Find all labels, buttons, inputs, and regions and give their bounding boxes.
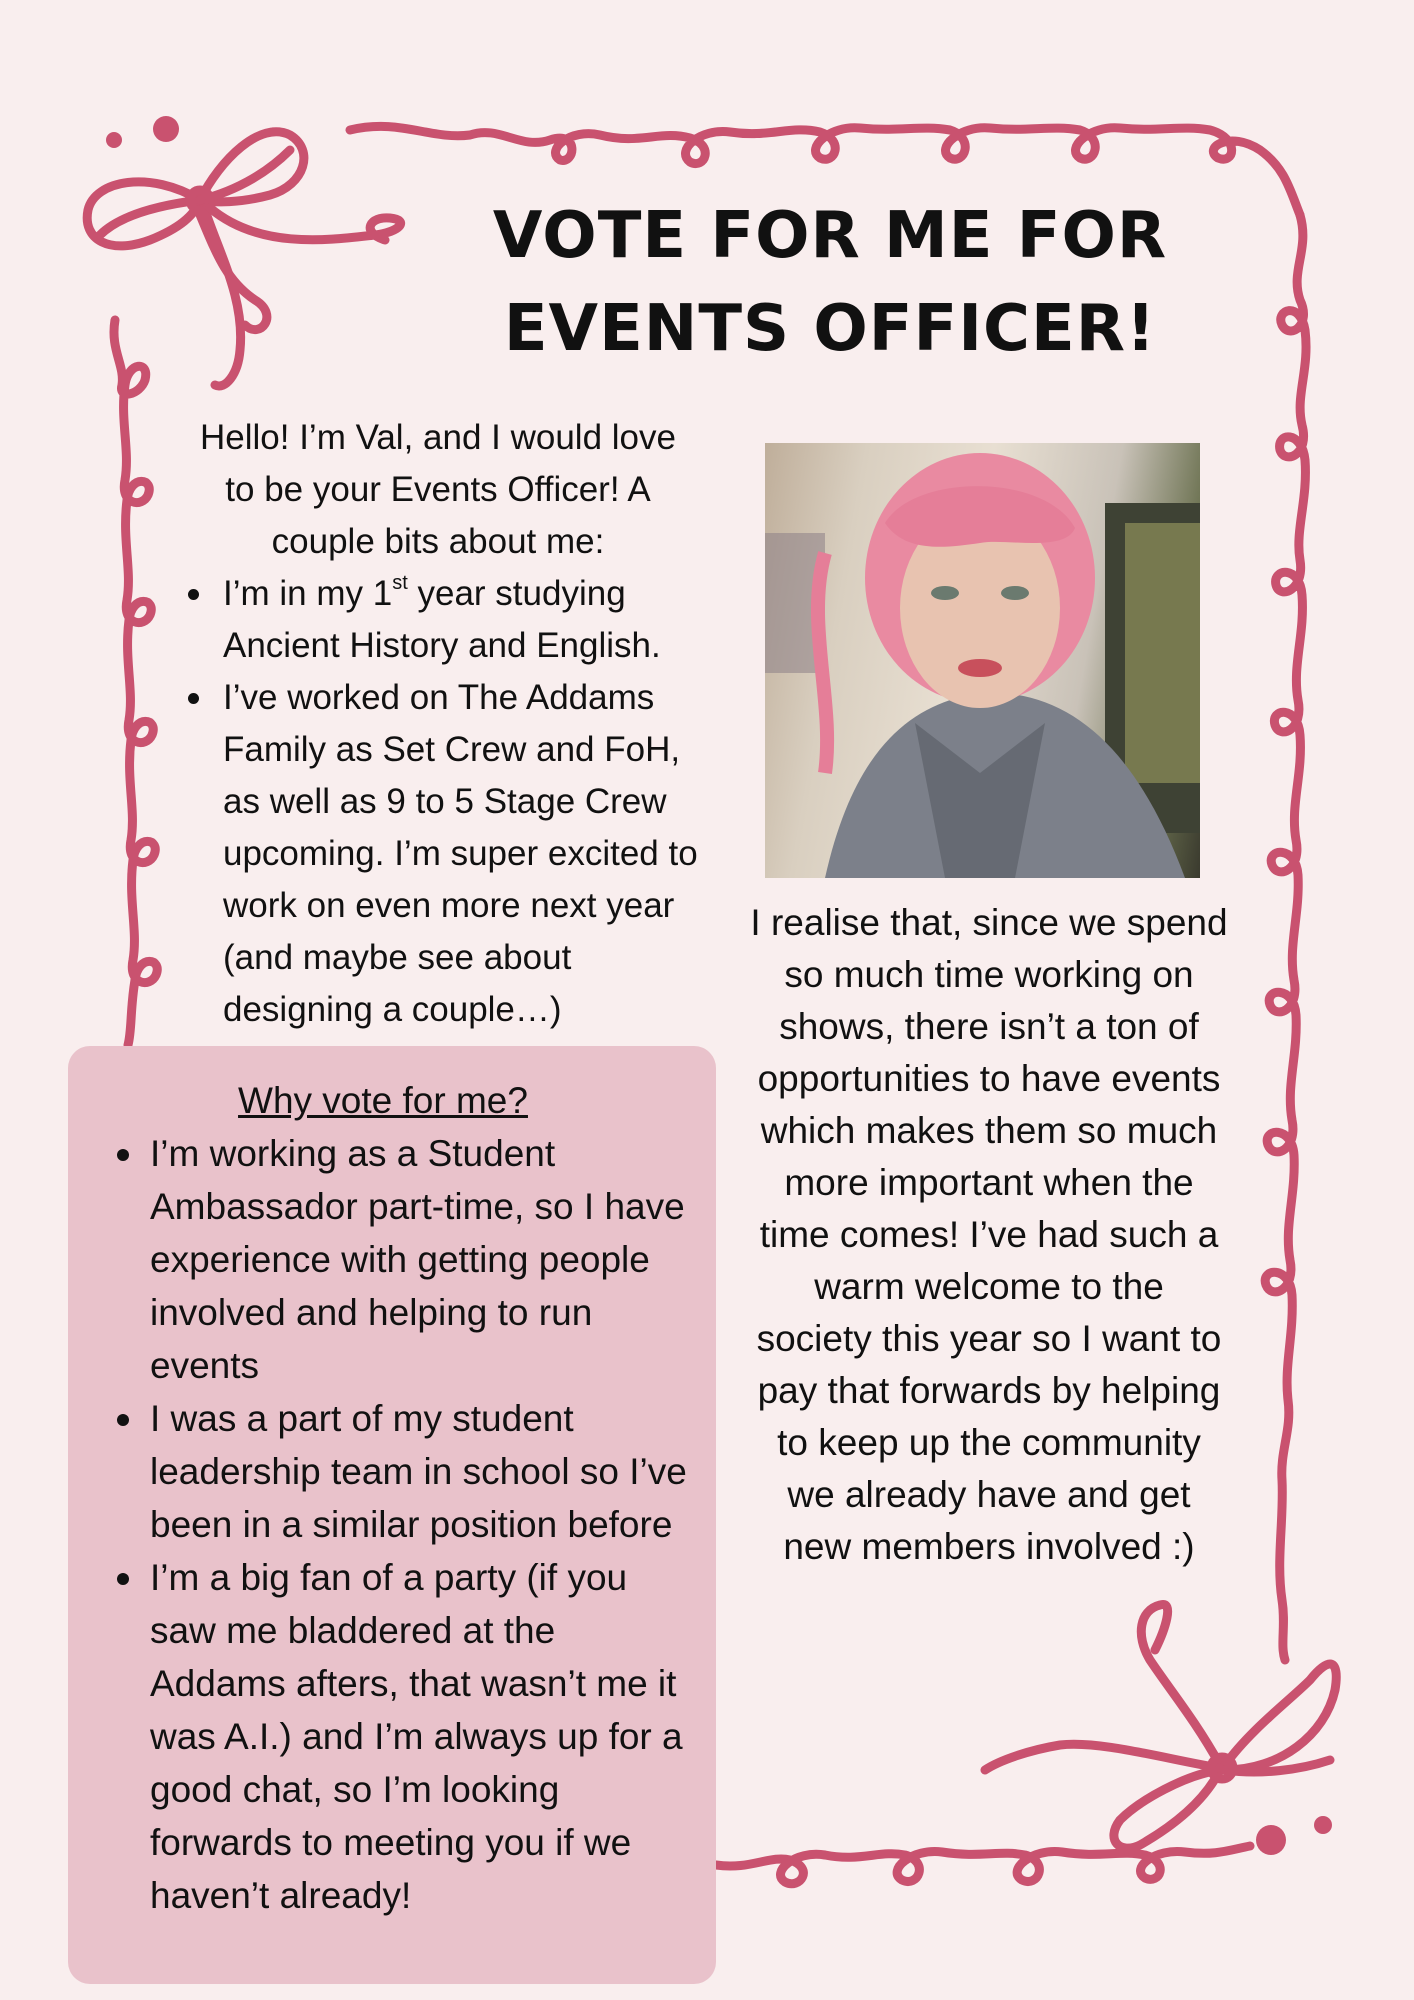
motivation-line: pay that forwards by helping xyxy=(757,1370,1221,1411)
title-line-2: EVENTS OFFICER! xyxy=(503,292,1157,366)
motivation-line: so much time working on xyxy=(784,954,1194,995)
intro-lead xyxy=(168,412,708,568)
portrait-photo xyxy=(765,443,1200,878)
why-bullet: I’m working as a Student Ambassador part-time, so I have experience with getting people involved and helping to run events xyxy=(150,1127,692,1392)
why-bullet: I’m a big fan of a party (if you saw me bladdered at the Addams afters, that wasn’t me it was A.I.) and I’m always up for a good chat, so I’m looking forwards to meeting you if we haven’t already! xyxy=(150,1551,692,1922)
page-title xyxy=(470,190,1190,376)
right-ribbon xyxy=(1265,215,1306,1660)
motivation-line: shows, there isn’t a ton of xyxy=(779,1006,1199,1047)
ordinal-suffix: st xyxy=(392,572,408,594)
intro-line: to be your Events Officer! A xyxy=(225,470,651,509)
intro-line: couple bits about me: xyxy=(271,522,605,561)
motivation-line: which makes them so much xyxy=(760,1110,1218,1151)
motivation-line: warm welcome to the xyxy=(814,1266,1164,1307)
motivation-line: we already have and get xyxy=(787,1474,1191,1515)
top-left-bow xyxy=(87,132,400,386)
dot xyxy=(1314,1816,1332,1834)
why-bullet: I was a part of my student leadership team in school so I’ve been in a similar position before xyxy=(150,1392,692,1551)
dot xyxy=(106,132,122,148)
why-vote-list xyxy=(68,1127,716,1922)
why-vote-heading: Why vote for me? xyxy=(238,1080,528,1121)
portrait-illustration xyxy=(765,443,1200,878)
motivation-line: new members involved :) xyxy=(783,1526,1195,1567)
why-vote-panel xyxy=(68,1046,716,1984)
dot xyxy=(153,116,179,142)
bottom-ribbon xyxy=(716,1846,1250,1884)
motivation-paragraph xyxy=(735,897,1243,1573)
dot xyxy=(1256,1825,1286,1855)
intro-section xyxy=(168,412,708,1036)
motivation-line: society this year so I want to xyxy=(756,1318,1222,1359)
intro-bullet-year: I’m in my 1st year studying Ancient History and English. xyxy=(168,568,708,672)
intro-list xyxy=(168,568,708,1036)
motivation-line: I realise that, since we spend xyxy=(750,902,1228,943)
motivation-line: opportunities to have events xyxy=(757,1058,1221,1099)
intro-line: Hello! I’m Val, and I would love xyxy=(200,418,676,457)
motivation-line: to keep up the community xyxy=(777,1422,1201,1463)
motivation-line: time comes! I’ve had such a xyxy=(759,1214,1219,1255)
intro-bullet-shows: I’ve worked on The Addams Family as Set Crew and FoH, as well as 9 to 5 Stage Crew upcoming. I’m super excited to work on even more next year (and maybe see about designing a couple…) xyxy=(168,672,708,1036)
motivation-line: more important when the xyxy=(784,1162,1194,1203)
title-line-1: VOTE FOR ME FOR xyxy=(492,199,1168,273)
left-ribbon xyxy=(114,320,157,1045)
